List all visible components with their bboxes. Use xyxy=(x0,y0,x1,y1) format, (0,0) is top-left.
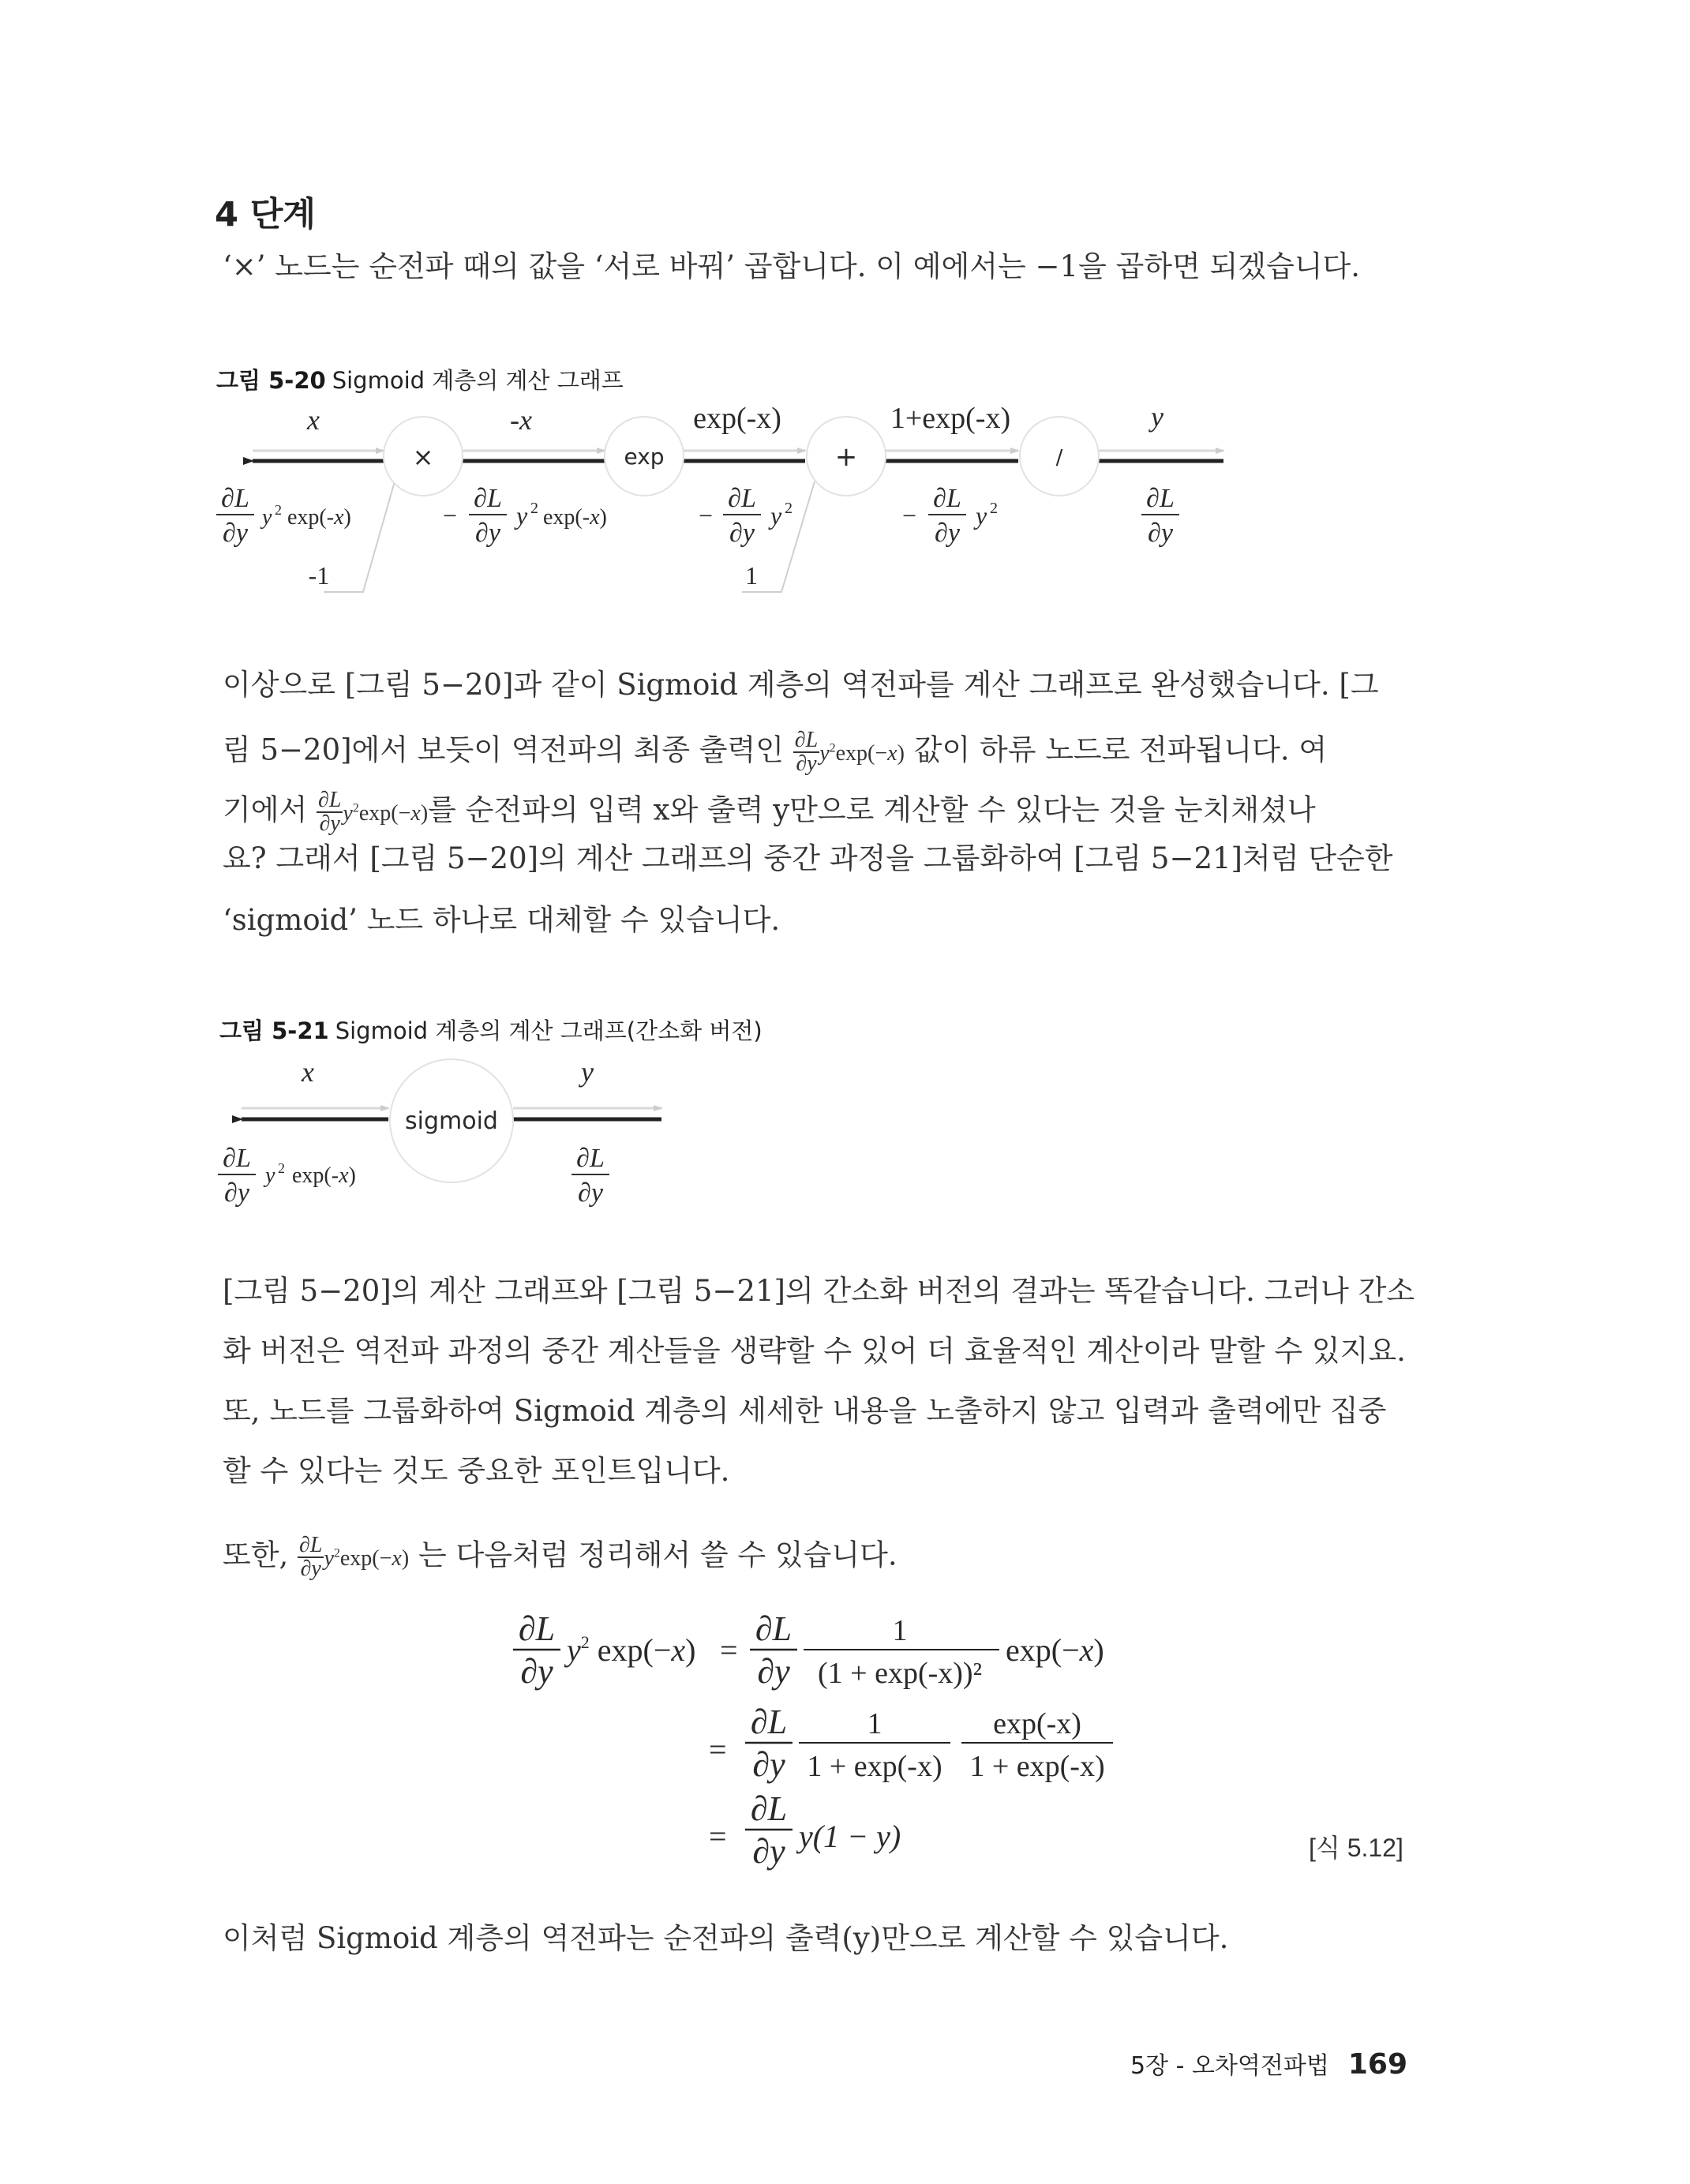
svg-text:∂L: ∂L xyxy=(755,1610,793,1648)
conclusion-text: 이처럼 Sigmoid 계층의 역전파는 순전파의 출력(y)만으로 계산할 수 있습니다. xyxy=(223,1921,1229,1955)
svg-text:−: − xyxy=(442,501,458,530)
svg-text:∂y: ∂y xyxy=(752,1832,785,1871)
svg-text:∂y: ∂y xyxy=(224,1178,249,1208)
svg-text:2: 2 xyxy=(785,500,793,517)
svg-text:1 + exp(-x): 1 + exp(-x) xyxy=(969,1750,1105,1783)
node-sigmoid xyxy=(390,1059,513,1182)
svg-text:=: = xyxy=(709,1819,727,1854)
forward-label-one-plus-exp: 1+exp(-x) xyxy=(890,402,1011,435)
intro-text: ‘×’ 노드는 순전파 때의 값을 ‘서로 바꿔’ 곱합니다. 이 예에서는 −1을 곱하면 되겠습니다. xyxy=(223,249,1360,283)
paragraph-1-line-3: 기에서 $\frac{\partial L}{\partial y}$ $y^2\exp(-x)$를 순전파의 입력 x와 출력 y만으로 계산할 수 있다는 것을 눈치채셨나 xyxy=(223,788,1316,836)
side-input-neg-one: -1 xyxy=(308,561,330,590)
svg-text:∂y: ∂y xyxy=(729,519,755,548)
svg-text:2: 2 xyxy=(530,500,538,517)
svg-text:y(1 − y): y(1 − y) xyxy=(799,1819,901,1854)
backward-label-2 xyxy=(443,484,607,548)
svg-text:∂y: ∂y xyxy=(1148,519,1173,548)
forward-label-y: y xyxy=(1151,401,1164,433)
page-number: 169 xyxy=(1347,2048,1407,2081)
paragraph-1-line-2: 림 5−20]에서 보듯이 역전파의 최종 출력인 $\frac{\partial L}{\partial y}$ $y^2\exp(-x)$ 값이 하류 노드로 전파됩니다. 여 xyxy=(223,728,1328,776)
figure-5-21-title: Sigmoid 계층의 계산 그래프(간소화 버전) xyxy=(335,1017,763,1044)
node-add xyxy=(807,417,886,496)
svg-text:2: 2 xyxy=(275,502,282,518)
svg-text:∂L: ∂L xyxy=(933,484,961,513)
svg-text:∂y: ∂y xyxy=(475,519,500,548)
svg-text:exp(-x): exp(-x) xyxy=(292,1163,356,1188)
paragraph-3: 또한, $\frac{\partial L}{\partial y}$ $y^2\exp(-x)$ 는 다음처럼 정리해서 쓸 수 있습니다. xyxy=(223,1533,897,1581)
svg-text:−: − xyxy=(901,501,917,530)
node-multiply xyxy=(384,417,463,496)
page-footer xyxy=(1130,2046,1407,2081)
svg-text:=: = xyxy=(720,1632,738,1668)
node-multiply-label: × xyxy=(412,442,434,472)
svg-text:∂L: ∂L xyxy=(1146,484,1175,513)
svg-text:∂y: ∂y xyxy=(757,1652,790,1691)
node-add-label: + xyxy=(834,441,858,473)
svg-text:−: − xyxy=(698,501,714,530)
paragraph-2-line-3: 또, 노드를 그룹화하여 Sigmoid 계층의 세세한 내용을 노출하지 않고 입력과 출력에만 집중 xyxy=(223,1394,1387,1428)
equation-5-12 xyxy=(497,1610,1429,1879)
backward-label-5 xyxy=(1141,484,1179,548)
equation-line-1 xyxy=(513,1610,1104,1691)
svg-text:∂y: ∂y xyxy=(752,1745,785,1784)
svg-text:2: 2 xyxy=(990,500,998,517)
svg-text:y: y xyxy=(770,501,782,530)
figure-5-21-label: 그림 5-21 xyxy=(219,1017,329,1044)
paragraph-2-line-4: 할 수 있다는 것도 중요한 포인트입니다. xyxy=(223,1454,730,1488)
paragraph-2-line-2: 화 버전은 역전파 과정의 중간 계산들을 생략할 수 있어 더 효율적인 계산이라 말할 수 있지요. xyxy=(223,1334,1406,1368)
svg-text:1: 1 xyxy=(867,1707,882,1740)
svg-text:=: = xyxy=(709,1732,727,1767)
forward-label-exp: exp(-x) xyxy=(693,402,781,435)
forward-label-x: x xyxy=(302,1056,314,1088)
backward-label-1 xyxy=(218,1144,356,1208)
svg-text:exp(−x): exp(−x) xyxy=(1006,1632,1104,1668)
equation-line-2 xyxy=(709,1703,1113,1784)
forward-label-x: x xyxy=(307,404,320,436)
inline-fraction: $\frac{\partial L}{\partial y}$ xyxy=(299,1533,323,1581)
node-divide xyxy=(1020,417,1099,496)
svg-text:y: y xyxy=(976,501,987,530)
svg-text:y2 exp(−x): $y^2$ exp(−x) xyxy=(567,1632,696,1668)
svg-text:∂y: ∂y xyxy=(520,1652,553,1691)
svg-text:∂L: ∂L xyxy=(518,1610,556,1648)
figure-5-21-graph xyxy=(210,1042,684,1223)
equation-label: [식 5.12] xyxy=(1309,1834,1403,1862)
svg-text:exp(-x): exp(-x) xyxy=(993,1707,1081,1740)
figure-5-20-label: 그림 5-20 xyxy=(216,367,326,394)
chapter-title: 5장 - 오차역전파법 xyxy=(1130,2052,1329,2080)
backward-label-4 xyxy=(902,484,998,548)
paragraph-2-line-1: [그림 5−20]의 계산 그래프와 [그림 5−21]의 간소화 버전의 결과는 똑같습니다. 그러나 간소 xyxy=(223,1274,1415,1308)
svg-text:1 + exp(-x): 1 + exp(-x) xyxy=(807,1750,942,1783)
paragraph-1-line-5: ‘sigmoid’ 노드 하나로 대체할 수 있습니다. xyxy=(223,903,781,937)
svg-text:∂y: ∂y xyxy=(578,1178,603,1208)
figure-5-21-caption xyxy=(219,1013,763,1046)
svg-text:∂L: ∂L xyxy=(750,1703,788,1741)
svg-text:exp(-x): exp(-x) xyxy=(287,505,351,530)
figure-5-20-graph xyxy=(205,395,1247,608)
backward-label-3 xyxy=(699,484,793,548)
svg-text:∂L: ∂L xyxy=(728,484,756,513)
svg-text:exp(-x): exp(-x) xyxy=(543,505,607,530)
svg-text:y: y xyxy=(262,505,272,530)
paragraph-1-line-4: 요? 그래서 [그림 5−20]의 계산 그래프의 중간 과정을 그룹화하여 [그림 5−21]처럼 단순한 xyxy=(223,841,1393,875)
svg-text:∂L: ∂L xyxy=(474,484,502,513)
step-heading: 4 단계 xyxy=(215,195,316,234)
svg-text:∂y: ∂y xyxy=(223,519,248,548)
svg-text:∂L: ∂L xyxy=(221,484,249,513)
inline-fraction: $\frac{\partial L}{\partial y}$ xyxy=(794,728,819,776)
figure-5-20-title: Sigmoid 계층의 계산 그래프 xyxy=(332,367,624,394)
svg-text:1: 1 xyxy=(892,1614,908,1647)
svg-text:(1 + exp(-x))²: (1 + exp(-x))² xyxy=(818,1657,982,1690)
forward-label-neg-x: -x xyxy=(510,404,532,436)
svg-text:y: y xyxy=(516,501,528,530)
backward-label-1 xyxy=(216,484,351,548)
figure-5-20-caption xyxy=(216,363,624,395)
paragraph-1-line-1: 이상으로 [그림 5−20]과 같이 Sigmoid 계층의 역전파를 계산 그래프로 완성했습니다. [그 xyxy=(223,668,1379,702)
equation-line-3 xyxy=(709,1789,901,1871)
side-input-one: 1 xyxy=(745,561,758,590)
forward-label-y: y xyxy=(581,1056,594,1088)
node-exp-label: exp xyxy=(624,444,665,470)
svg-text:2: 2 xyxy=(278,1160,285,1176)
svg-text:∂y: ∂y xyxy=(935,519,960,548)
svg-text:y: y xyxy=(265,1163,275,1188)
node-divide-label: / xyxy=(1055,446,1063,470)
node-exp xyxy=(605,417,684,496)
svg-text:∂L: ∂L xyxy=(576,1144,605,1173)
svg-text:∂L: ∂L xyxy=(750,1789,788,1828)
node-sigmoid-label: sigmoid xyxy=(405,1107,498,1135)
svg-text:∂L: ∂L xyxy=(223,1144,251,1173)
inline-fraction: $\frac{\partial L}{\partial y}$ xyxy=(318,788,342,836)
backward-label-2 xyxy=(571,1144,609,1208)
